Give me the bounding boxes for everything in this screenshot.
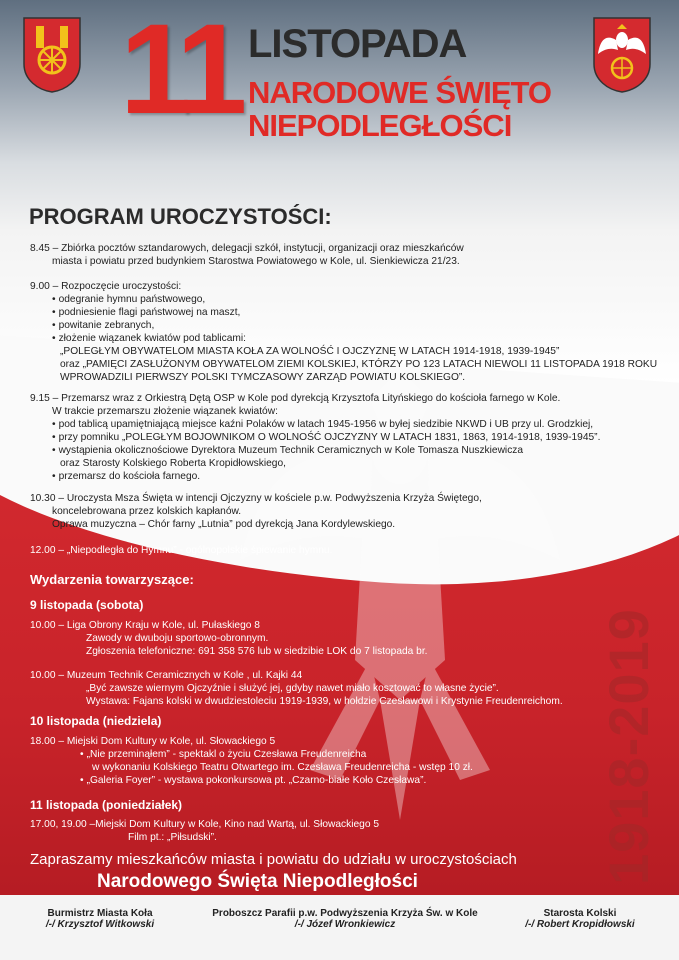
year-range: 1918-2019 [597, 608, 660, 885]
holiday-title: NARODOWE ŚWIĘTO NIEPODLEGŁOŚCI [248, 75, 552, 143]
town-crest-icon [22, 16, 82, 94]
day-number: 11 [120, 0, 240, 141]
program-item-0900: 9.00 – Rozpoczęcie uroczystości: • odegranie hymnu państwowego, • podniesienie flagi państwowej na maszt, • powitanie zebranych, • złożenie wiązanek kwiatów pod tablicami: „POLEGŁYM OBYWATELOM MIASTA KOŁA ZA WOLNOŚĆ I OJCZYZNĘ W LATACH 1914-1918, 1939-1945” oraz „PAMIĘCI ZASŁUŻONYM OBYWATELOM ZIEMI KOLSKIEJ, KTÓRZY PO 123 LATACH NIEWOLI 11 LISTOPADA 1918 ROKU WPROWADZILI PIERWSZY POLSKI TYMCZASOWY ZARZĄD POWIATU KOLSKIEGO”. [30, 280, 657, 384]
event-cinema: 17.00, 19.00 –Miejski Dom Kultury w Kole, Kino nad Wartą, ul. Słowackiego 5 Film pt.: „Piłsudski”. [30, 819, 380, 843]
program-item-0845: 8.45 – Zbiórka pocztów sztandarowych, delegacji szkół, instytucji, organizacji oraz mieszkańców miasta i powiatu przed budynkiem Starostwa Powiatowego w Kole, ul. Sienkiewicza 21/23. [30, 243, 464, 267]
program-item-1030: 10.30 – Uroczysta Msza Święta w intencji Ojczyzny w kościele p.w. Podwyższenia Krzyża Świętego, koncelebrowana przez kolskich kapłanów. Oprawa muzyczna – Chór farny „Lutnia” pod dyrekcją Jana Kordylewskiego. [30, 493, 482, 530]
signature-parish-priest: Proboszcz Parafii p.w. Podwyższenia Krzyża Św. w Kole /-/ Józef Wronkiewicz [212, 908, 478, 930]
signature-mayor: Burmistrz Miasta Koła /-/ Krzysztof Witkowski [45, 908, 155, 930]
events-heading: Wydarzenia towarzyszące: [30, 572, 194, 587]
event-day-11: 11 listopada (poniedziałek) [30, 798, 183, 812]
program-item-1200: 12.00 – „Niepodległa do Hymnu” - ogólnopolskie śpiewanie hymnu. [30, 545, 333, 556]
invitation-line2: Narodowego Święta Niepodległości [97, 871, 418, 892]
program-item-0915: 9.15 – Przemarsz wraz z Orkiestrą Dętą OSP w Kole pod dyrekcją Krzysztofa Lityńskiego do kościoła farnego w Kole. W trakcie przemarszu złożenie wiązanek kwiatów: • pod tablicą upamiętniającą miejsce kaźni Polaków w latach 1945-1956 w byłej siedzibie NKWD i UB przy ul. Grodzkiej, • przy pomniku „POLEGŁYM BOJOWNIKOM O WOLNOŚĆ OJCZYZNY W LATACH 1831, 1863, 1914-1918, 1939-1945”. • wystąpienia okolicznościowe Dyrektora Muzeum Technik Ceramicznych w Kole Tomasza Nuszkiewicza oraz Starosty Kolskiego Roberta Kropidłowskiego, • przemarsz do kościoła farnego. [30, 392, 600, 483]
event-lok: 10.00 – Liga Obrony Kraju w Kole, ul. Pułaskiego 8 Zawody w dwuboju sportowo-obronnym. Zgłoszenia telefoniczne: 691 358 576 lub w siedzibie LOK do 7 listopada br. [30, 620, 428, 657]
program-heading: PROGRAM UROCZYSTOŚCI: [29, 204, 332, 229]
event-day-9: 9 listopada (sobota) [30, 598, 144, 612]
month-title: LISTOPADA [248, 22, 467, 66]
event-museum: 10.00 – Muzeum Technik Ceramicznych w Kole , ul. Kajki 44 „Być zawsze wiernym Ojczyźnie i służyć jej, gdyby nawet miało kosztować to własne życie”. Wystawa: Fajans kolski w dwudziestoleciu 1919-1939, w hołdzie Czesławowi i Krystynie Freudenreichom. [30, 670, 563, 707]
county-crest-icon [592, 16, 652, 94]
event-mdk: 18.00 – Miejski Dom Kultury w Kole, ul. Słowackiego 5 • „Nie przeminąłem” - spektakl o życiu Czesława Freudenreicha w wykonaniu Kolskiego Teatru Otwartego im. Czesława Freudenreicha - wstęp 10 zł. • „Galeria Foyer” - wystawa pokonkursowa pt. „Czarno-białe Koło Czesława”. [30, 735, 473, 787]
signature-starost: Starosta Kolski /-/ Robert Kropidłowski [525, 908, 635, 930]
event-day-10: 10 listopada (niedziela) [30, 714, 162, 728]
invitation-line1: Zapraszamy mieszkańców miasta i powiatu do udziału w uroczystościach [30, 851, 517, 868]
